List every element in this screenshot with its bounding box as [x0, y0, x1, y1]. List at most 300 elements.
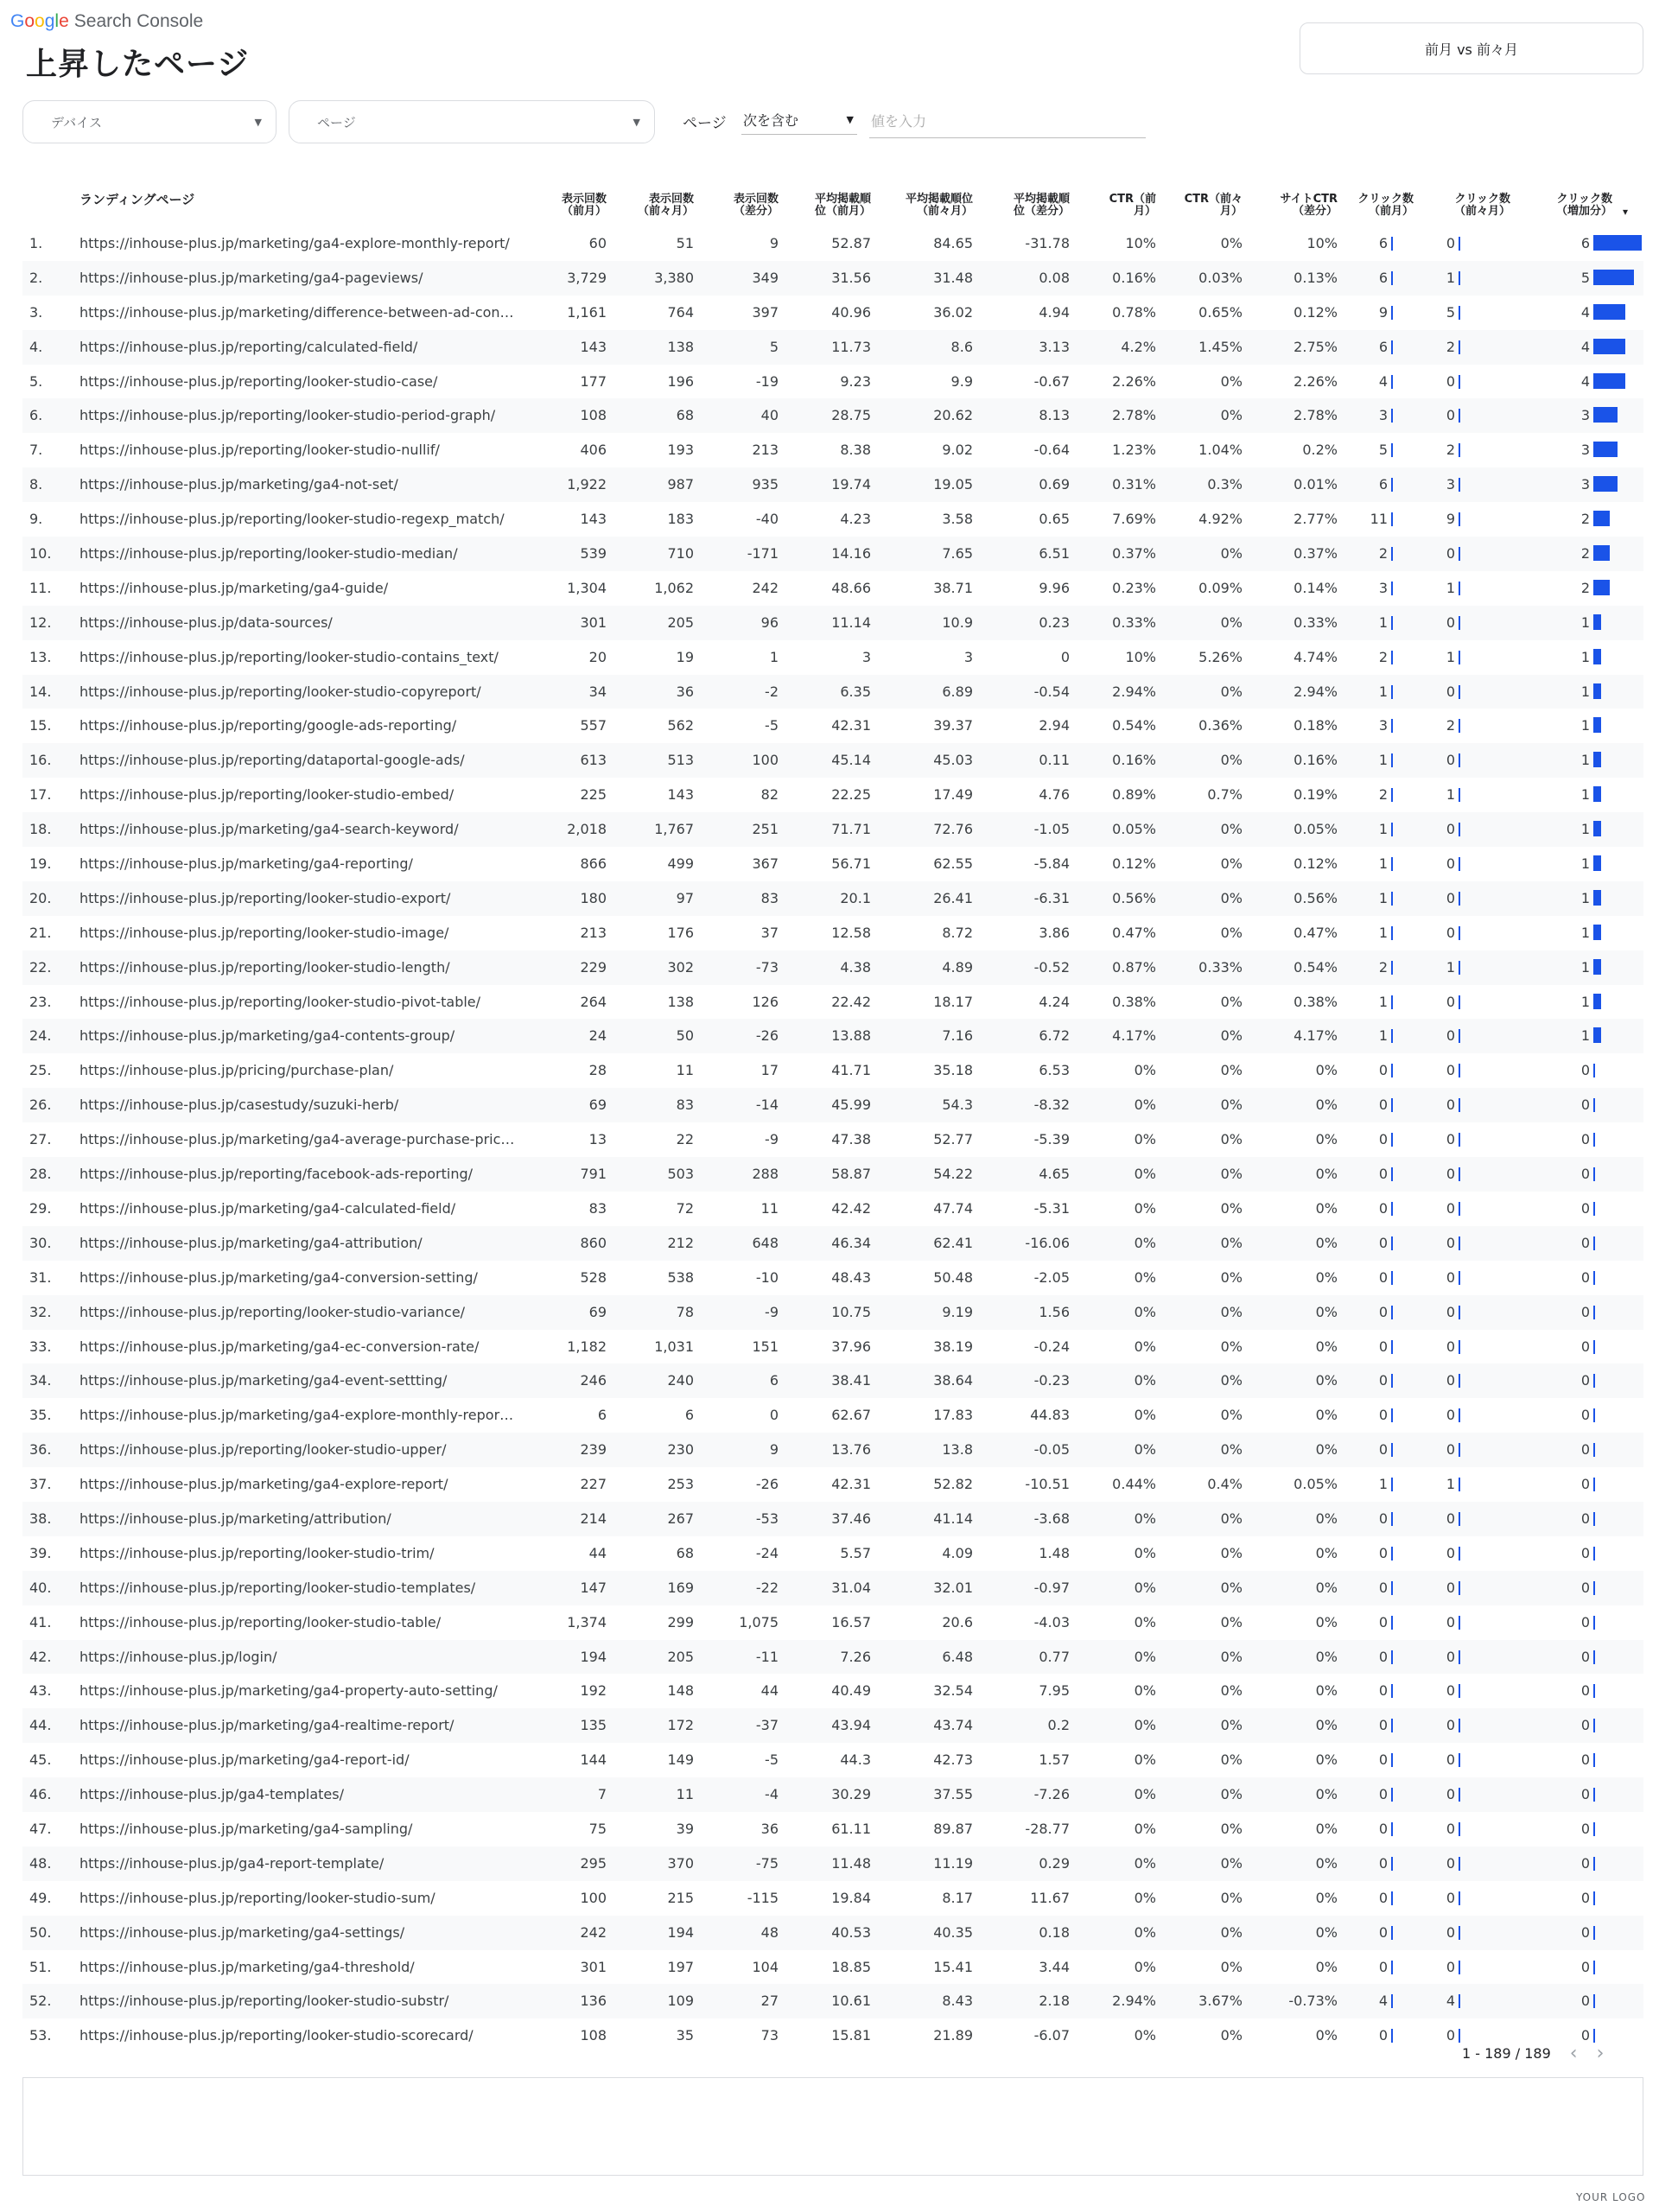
table-cell: 0.38%	[1294, 993, 1338, 1010]
landing-page-url[interactable]: https://inhouse-plus.jp/reporting/looker-studio-nullif/	[79, 442, 440, 459]
table-cell: 2.26%	[1294, 372, 1338, 390]
table-cell: 0.05%	[1294, 821, 1338, 838]
table-cell: 4.09	[942, 1544, 973, 1561]
table-cell: 3.67%	[1198, 1993, 1243, 2010]
header-landing-page[interactable]: ランディングページ	[79, 192, 195, 207]
table-row[interactable]	[22, 1812, 1643, 1847]
header-impressions-prev[interactable]: 表示回数 （前月）	[561, 193, 607, 218]
table-cell: 0.12%	[1112, 855, 1156, 873]
landing-page-url[interactable]: https://inhouse-plus.jp/marketing/difference-between-ad-con…	[79, 303, 514, 321]
table-cell: 764	[667, 303, 694, 321]
row-index: 42.	[29, 1648, 52, 1665]
landing-page-url[interactable]: https://inhouse-plus.jp/marketing/ga4-contents-group/	[79, 1027, 455, 1045]
table-cell: 0.23	[1039, 613, 1070, 631]
table-cell: -6.07	[1033, 2027, 1070, 2044]
table-cell: 0.7%	[1207, 786, 1243, 804]
row-index: 52.	[29, 1993, 52, 2010]
table-row[interactable]	[22, 778, 1643, 812]
table-cell: -10.51	[1025, 1476, 1070, 1493]
header-position-prev2[interactable]: 平均掲載順位 （前々月）	[905, 193, 973, 218]
clicks-increase-bar	[1593, 2029, 1595, 2043]
table-cell: 2,018	[567, 821, 607, 838]
table-cell: 108	[580, 2027, 607, 2044]
device-filter[interactable]	[22, 100, 276, 143]
landing-page-url[interactable]: https://inhouse-plus.jp/reporting/looker-studio-copyreport/	[79, 683, 481, 700]
landing-page-url[interactable]: https://inhouse-plus.jp/ga4-templates/	[79, 1786, 344, 1803]
table-row[interactable]	[22, 709, 1643, 743]
landing-page-url[interactable]: https://inhouse-plus.jp/marketing/ga4-explore-report/	[79, 1476, 448, 1493]
table-cell: 19.84	[831, 1889, 871, 1906]
table-cell: 0	[1446, 1062, 1455, 1079]
table-row[interactable]	[22, 1674, 1643, 1708]
header-site-ctr-diff[interactable]: サイトCTR （差分）	[1280, 193, 1338, 218]
table-cell: 169	[667, 1579, 694, 1596]
table-row[interactable]	[22, 1363, 1643, 1398]
landing-page-url[interactable]: https://inhouse-plus.jp/pricing/purchase-plan/	[79, 1062, 394, 1079]
table-cell: 0%	[1134, 1544, 1156, 1561]
landing-page-url[interactable]: https://inhouse-plus.jp/reporting/looker-studio-table/	[79, 1613, 442, 1630]
table-row[interactable]	[22, 1019, 1643, 1053]
table-cell: 31.56	[831, 269, 871, 286]
landing-page-url[interactable]: https://inhouse-plus.jp/marketing/ga4-explore-monthly-repor…	[79, 1407, 514, 1424]
table-cell: 4.17%	[1112, 1027, 1156, 1045]
table-row[interactable]	[22, 467, 1643, 502]
table-row[interactable]	[22, 502, 1643, 537]
table-cell: 0	[1446, 2027, 1455, 2044]
cell-bar-marker	[1459, 1098, 1460, 1112]
row-index: 6.	[29, 407, 43, 424]
table-row[interactable]	[22, 1708, 1643, 1743]
cell-bar-marker	[1391, 1443, 1393, 1457]
table-cell: 2.26%	[1112, 372, 1156, 390]
table-cell: 0	[1446, 1338, 1455, 1355]
table-row[interactable]	[22, 365, 1643, 399]
landing-page-url[interactable]: https://inhouse-plus.jp/marketing/ga4-report-id/	[79, 1751, 410, 1769]
table-cell: 0.14%	[1294, 579, 1338, 596]
landing-page-url[interactable]: https://inhouse-plus.jp/reporting/looker-studio-embed/	[79, 786, 454, 804]
table-cell: 0%	[1134, 1854, 1156, 1872]
landing-page-url[interactable]: https://inhouse-plus.jp/marketing/ga4-calculated-field/	[79, 1199, 456, 1217]
landing-page-url[interactable]: https://inhouse-plus.jp/reporting/looker-studio-scorecard/	[79, 2027, 474, 2044]
clicks-increase-bar	[1593, 511, 1610, 526]
table-cell: 0%	[1220, 752, 1243, 769]
table-cell: -3.68	[1033, 1510, 1070, 1527]
table-cell: 183	[667, 511, 694, 528]
table-cell: 0%	[1315, 1407, 1338, 1424]
table-row[interactable]	[22, 1330, 1643, 1364]
table-cell: 0	[1580, 1993, 1590, 2010]
table-cell: 301	[580, 613, 607, 631]
table-cell: 194	[580, 1648, 607, 1665]
landing-page-url[interactable]: https://inhouse-plus.jp/reporting/looker-studio-case/	[79, 372, 438, 390]
table-row[interactable]	[22, 1847, 1643, 1881]
row-index: 22.	[29, 958, 52, 976]
table-cell: 52.87	[831, 235, 871, 251]
header-ctr-prev[interactable]: CTR（前 月）	[1109, 193, 1156, 218]
table-row[interactable]	[22, 1984, 1643, 2018]
table-row[interactable]	[22, 330, 1643, 365]
table-cell: 0%	[1220, 1648, 1243, 1665]
cell-bar-marker	[1391, 2029, 1393, 2043]
table-row[interactable]	[22, 812, 1643, 847]
cell-bar-marker	[1391, 961, 1393, 975]
table-cell: 0.18%	[1294, 717, 1338, 734]
table-cell: 0%	[1220, 1096, 1243, 1114]
table-cell: 27	[760, 1993, 779, 2010]
table-cell: 4.38	[840, 958, 871, 976]
table-cell: 54.3	[942, 1096, 973, 1114]
cell-bar-marker	[1459, 1891, 1460, 1905]
table-row[interactable]	[22, 1881, 1643, 1916]
pagination	[1462, 2043, 1604, 2064]
landing-page-url[interactable]: https://inhouse-plus.jp/marketing/ga4-conversion-setting/	[79, 1268, 478, 1286]
row-index: 25.	[29, 1062, 52, 1079]
table-row[interactable]	[22, 537, 1643, 571]
table-cell: 2	[1580, 579, 1590, 596]
table-row[interactable]	[22, 1640, 1643, 1675]
landing-page-url[interactable]: https://inhouse-plus.jp/marketing/ga4-sampling/	[79, 1820, 413, 1837]
table-cell: 172	[667, 1717, 694, 1734]
table-cell: 0.44%	[1112, 1476, 1156, 1493]
table-cell: 13	[588, 1131, 607, 1148]
landing-page-url[interactable]: https://inhouse-plus.jp/reporting/looker-studio-image/	[79, 924, 449, 941]
landing-page-url[interactable]: https://inhouse-plus.jp/marketing/ga4-pageviews/	[79, 269, 423, 286]
table-cell: 0	[1580, 1234, 1590, 1251]
table-row[interactable]	[22, 261, 1643, 296]
landing-page-url[interactable]: https://inhouse-plus.jp/reporting/dataportal-google-ads/	[79, 752, 465, 769]
table-row[interactable]	[22, 606, 1643, 640]
table-row[interactable]	[22, 1743, 1643, 1777]
table-cell: 13.88	[831, 1027, 871, 1045]
table-cell: 10%	[1125, 235, 1156, 251]
table-cell: 96	[760, 613, 779, 631]
table-cell: -0.05	[1033, 1441, 1070, 1459]
header-impressions-diff[interactable]: 表示回数 （差分）	[733, 193, 779, 218]
table-row[interactable]	[22, 2018, 1643, 2044]
landing-page-url[interactable]: https://inhouse-plus.jp/marketing/ga4-reporting/	[79, 855, 413, 873]
page-title: 上昇したページ	[26, 47, 250, 82]
table-cell: 0%	[1315, 1441, 1338, 1459]
table-row[interactable]	[22, 1192, 1643, 1226]
table-cell: 31.48	[933, 269, 973, 286]
period-selector[interactable]	[1300, 22, 1643, 74]
table-cell: 0.47%	[1112, 924, 1156, 941]
table-cell: 0	[1580, 1062, 1590, 1079]
table-cell: -2.05	[1033, 1268, 1070, 1286]
cell-bar-marker	[1391, 237, 1393, 251]
table-row[interactable]	[22, 1536, 1643, 1571]
landing-page-url[interactable]: https://inhouse-plus.jp/marketing/ga4-guide/	[79, 579, 389, 596]
landing-page-url[interactable]: https://inhouse-plus.jp/login/	[79, 1648, 277, 1665]
table-cell: 8.6	[950, 338, 973, 355]
landing-page-url[interactable]: https://inhouse-plus.jp/casestudy/suzuki-herb/	[79, 1096, 399, 1114]
landing-page-url[interactable]: https://inhouse-plus.jp/reporting/calculated-field/	[79, 338, 418, 355]
table-cell: 197	[667, 1958, 694, 1975]
table-cell: 0	[1378, 1751, 1388, 1769]
table-cell: 1.57	[1039, 1751, 1070, 1769]
table-cell: 0%	[1315, 2027, 1338, 2044]
filter-value-input[interactable]	[869, 105, 1146, 138]
table-cell: 0	[1446, 613, 1455, 631]
table-row[interactable]	[22, 1777, 1643, 1812]
landing-page-url[interactable]: https://inhouse-plus.jp/marketing/ga4-event-settting/	[79, 1372, 448, 1389]
header-ctr-prev2[interactable]: CTR（前々 月）	[1184, 193, 1243, 218]
row-index: 32.	[29, 1303, 52, 1320]
table-cell: 0%	[1134, 1717, 1156, 1734]
table-cell: 0.3%	[1207, 476, 1243, 493]
table-cell: 1	[1580, 924, 1590, 941]
table-row[interactable]	[22, 1467, 1643, 1502]
table-cell: 39.37	[933, 717, 973, 734]
table-cell: 15.41	[933, 1958, 973, 1975]
landing-page-url[interactable]: https://inhouse-plus.jp/marketing/ga4-attribution/	[79, 1234, 423, 1251]
table-cell: 0	[1580, 1648, 1590, 1665]
table-cell: 7.95	[1039, 1682, 1070, 1700]
table-cell: 38.71	[933, 579, 973, 596]
row-index: 30.	[29, 1234, 52, 1251]
table-cell: 0%	[1134, 1338, 1156, 1355]
table-cell: 10%	[1125, 648, 1156, 665]
table-body	[22, 226, 1643, 2044]
table-row[interactable]	[22, 743, 1643, 778]
match-operator-select[interactable]	[741, 105, 857, 135]
table-cell: 2	[1378, 958, 1388, 976]
cell-bar-marker	[1391, 1098, 1393, 1112]
table-cell: -5.39	[1033, 1131, 1070, 1148]
table-row[interactable]	[22, 1261, 1643, 1295]
table-cell: 48	[760, 1923, 779, 1941]
table-row[interactable]	[22, 1502, 1643, 1536]
table-cell: 0%	[1315, 1372, 1338, 1389]
landing-page-url[interactable]: https://inhouse-plus.jp/marketing/ga4-threshold/	[79, 1958, 415, 1975]
table-cell: 242	[752, 579, 779, 596]
page-filter[interactable]	[289, 100, 655, 143]
table-row[interactable]	[22, 571, 1643, 606]
cell-bar-marker	[1391, 857, 1393, 871]
table-row[interactable]	[22, 1950, 1643, 1985]
landing-page-url[interactable]: https://inhouse-plus.jp/reporting/looker-studio-regexp_match/	[79, 511, 505, 528]
cell-bar-marker	[1391, 1167, 1393, 1181]
landing-page-url[interactable]: https://inhouse-plus.jp/reporting/looker-studio-export/	[79, 889, 451, 906]
table-row[interactable]	[22, 1916, 1643, 1950]
table-cell: 0	[1446, 1717, 1455, 1734]
cell-bar-marker	[1391, 547, 1393, 561]
landing-page-url[interactable]: https://inhouse-plus.jp/reporting/looker-studio-trim/	[79, 1544, 435, 1561]
table-cell: 35.18	[933, 1062, 973, 1079]
cell-bar-marker	[1391, 1753, 1393, 1767]
table-cell: 0%	[1220, 545, 1243, 563]
table-cell: 0.37%	[1294, 545, 1338, 563]
table-cell: 13.8	[942, 1441, 973, 1459]
table-row[interactable]	[22, 1605, 1643, 1640]
table-cell: 4	[1580, 338, 1590, 355]
table-cell: 0	[1446, 1372, 1455, 1389]
table-row[interactable]	[22, 1226, 1643, 1261]
table-cell: 2	[1446, 338, 1455, 355]
table-row[interactable]	[22, 296, 1643, 330]
landing-page-url[interactable]: https://inhouse-plus.jp/marketing/ga4-settings/	[79, 1923, 405, 1941]
clicks-increase-bar	[1593, 1891, 1595, 1905]
landing-page-url[interactable]: https://inhouse-plus.jp/marketing/ga4-explore-monthly-report/	[79, 235, 510, 251]
clicks-increase-bar	[1593, 545, 1610, 561]
landing-page-url[interactable]: https://inhouse-plus.jp/reporting/google-ads-reporting/	[79, 717, 457, 734]
cell-bar-marker	[1459, 340, 1460, 354]
table-row[interactable]	[22, 950, 1643, 985]
table-cell: 1	[1580, 786, 1590, 804]
table-cell: 10.61	[831, 1993, 871, 2010]
table-row[interactable]	[22, 433, 1643, 467]
table-cell: 4	[1378, 372, 1388, 390]
table-cell: 0%	[1220, 1303, 1243, 1320]
table-cell: 62.41	[933, 1234, 973, 1251]
table-cell: 0	[1446, 752, 1455, 769]
header-position-prev[interactable]: 平均掲載順 位（前月）	[814, 193, 871, 218]
table-row[interactable]	[22, 1053, 1643, 1088]
row-index: 11.	[29, 579, 52, 596]
landing-page-url[interactable]: https://inhouse-plus.jp/marketing/attribution/	[79, 1510, 391, 1527]
header-impressions-prev2[interactable]: 表示回数 （前々月）	[637, 193, 694, 218]
table-cell: 3.58	[942, 511, 973, 528]
table-cell: 34	[588, 683, 607, 700]
row-index: 3.	[29, 303, 43, 321]
landing-page-url[interactable]: https://inhouse-plus.jp/marketing/ga4-realtime-report/	[79, 1717, 454, 1734]
landing-page-url[interactable]: https://inhouse-plus.jp/marketing/ga4-ec-conversion-rate/	[79, 1338, 480, 1355]
header-clicks-prev2[interactable]: クリック数 （前々月）	[1453, 193, 1510, 218]
table-cell: 20.6	[942, 1613, 973, 1630]
table-cell: 0%	[1134, 1441, 1156, 1459]
landing-page-url[interactable]: https://inhouse-plus.jp/reporting/looker-studio-sum/	[79, 1889, 435, 1906]
landing-page-url[interactable]: https://inhouse-plus.jp/reporting/looker-studio-median/	[79, 545, 458, 563]
landing-page-url[interactable]: https://inhouse-plus.jp/reporting/looker-studio-substr/	[79, 1993, 449, 2010]
landing-page-url[interactable]: https://inhouse-plus.jp/reporting/looker-studio-period-graph/	[79, 407, 496, 424]
table-cell: 11.48	[831, 1854, 871, 1872]
table-row[interactable]	[22, 916, 1643, 950]
chevron-right-icon[interactable]: ›	[1596, 2043, 1605, 2064]
table-cell: 1	[1378, 1027, 1388, 1045]
table-row[interactable]	[22, 1088, 1643, 1122]
landing-page-url[interactable]: https://inhouse-plus.jp/reporting/looker-studio-contains_text/	[79, 648, 499, 665]
table-cell: 0	[1378, 1441, 1388, 1459]
landing-page-url[interactable]: https://inhouse-plus.jp/marketing/ga4-property-auto-setting/	[79, 1682, 498, 1700]
table-cell: 0	[1580, 1820, 1590, 1837]
table-cell: 0%	[1220, 372, 1243, 390]
table-row[interactable]	[22, 1157, 1643, 1192]
table-cell: 6	[1378, 269, 1388, 286]
table-cell: 4.2%	[1121, 338, 1156, 355]
table-cell: 251	[752, 821, 779, 838]
table-row[interactable]	[22, 1571, 1643, 1605]
table-row[interactable]	[22, 226, 1643, 261]
table-cell: 6.48	[942, 1648, 973, 1665]
cell-bar-marker	[1391, 892, 1393, 906]
clicks-increase-bar	[1593, 1027, 1601, 1043]
landing-page-url[interactable]: https://inhouse-plus.jp/ga4-report-template/	[79, 1854, 385, 1872]
table-cell: 0%	[1134, 1958, 1156, 1975]
landing-page-url[interactable]: https://inhouse-plus.jp/reporting/looker-studio-templates/	[79, 1579, 476, 1596]
table-cell: 0%	[1220, 407, 1243, 424]
table-cell: 11	[1370, 511, 1388, 528]
table-cell: 44.3	[840, 1751, 871, 1769]
table-cell: 147	[580, 1579, 607, 1596]
table-cell: 0%	[1220, 2027, 1243, 2044]
cell-bar-marker	[1391, 1029, 1393, 1043]
table-row[interactable]	[22, 881, 1643, 916]
table-cell: 0%	[1220, 1131, 1243, 1148]
table-row[interactable]	[22, 1433, 1643, 1467]
device-filter-label: デバイス	[51, 114, 102, 130]
clicks-increase-bar	[1593, 786, 1601, 802]
table-cell: 246	[580, 1372, 607, 1389]
cell-bar-marker	[1391, 409, 1393, 423]
table-cell: 5.57	[840, 1544, 871, 1561]
row-index: 24.	[29, 1027, 52, 1045]
table-cell: 11	[760, 1199, 779, 1217]
landing-page-url[interactable]: https://inhouse-plus.jp/reporting/looker-studio-length/	[79, 958, 450, 976]
table-cell: 0%	[1134, 1648, 1156, 1665]
table-cell: 0	[1580, 2027, 1590, 2044]
table-cell: 177	[580, 372, 607, 390]
table-cell: 2.18	[1039, 1993, 1070, 2010]
clicks-increase-bar	[1593, 1478, 1595, 1491]
table-cell: 42.31	[831, 717, 871, 734]
table-cell: 4	[1378, 1993, 1388, 2010]
table-cell: 0	[1446, 993, 1455, 1010]
chevron-left-icon[interactable]: ‹	[1569, 2043, 1578, 2064]
table-cell: 135	[580, 1717, 607, 1734]
table-row[interactable]	[22, 675, 1643, 709]
table-row[interactable]	[22, 847, 1643, 881]
landing-page-url[interactable]: https://inhouse-plus.jp/marketing/ga4-not-set/	[79, 476, 398, 493]
table-cell: 0%	[1134, 1166, 1156, 1183]
table-cell: -9	[765, 1131, 779, 1148]
row-index: 43.	[29, 1682, 52, 1700]
cell-bar-marker	[1459, 961, 1460, 975]
landing-page-url[interactable]: https://inhouse-plus.jp/data-sources/	[79, 613, 333, 631]
header-clicks-increase[interactable]: クリック数 （増加分）	[1555, 193, 1612, 218]
clicks-increase-bar	[1593, 1236, 1595, 1250]
table-cell: 935	[752, 476, 779, 493]
table-cell: 0	[1580, 1544, 1590, 1561]
table-cell: 0%	[1134, 1062, 1156, 1079]
table-cell: 0%	[1134, 1303, 1156, 1320]
table-cell: -9	[765, 1303, 779, 1320]
table-row[interactable]	[22, 985, 1643, 1020]
landing-page-url[interactable]: https://inhouse-plus.jp/reporting/looker-studio-pivot-table/	[79, 993, 481, 1010]
table-row[interactable]	[22, 398, 1643, 433]
table-row[interactable]	[22, 1295, 1643, 1330]
header-clicks-prev[interactable]: クリック数 （前月）	[1357, 193, 1414, 218]
landing-page-url[interactable]: https://inhouse-plus.jp/reporting/looker-studio-upper/	[79, 1441, 447, 1459]
table-cell: -0.97	[1033, 1579, 1070, 1596]
landing-page-url[interactable]: https://inhouse-plus.jp/marketing/ga4-search-keyword/	[79, 821, 459, 838]
landing-page-url[interactable]: https://inhouse-plus.jp/reporting/looker-studio-variance/	[79, 1303, 466, 1320]
table-cell: 2.94%	[1112, 1993, 1156, 2010]
table-cell: 32.01	[933, 1579, 973, 1596]
table-cell: 230	[667, 1441, 694, 1459]
table-row[interactable]	[22, 640, 1643, 675]
landing-page-url[interactable]: https://inhouse-plus.jp/marketing/ga4-average-purchase-pric…	[79, 1131, 515, 1148]
table-cell: 11.73	[831, 338, 871, 355]
table-cell: 9	[769, 235, 779, 251]
table-cell: 213	[752, 442, 779, 459]
header-position-diff[interactable]: 平均掲載順 位（差分）	[1013, 193, 1070, 218]
sort-desc-icon[interactable]: ▾	[1623, 206, 1629, 218]
row-index: 1.	[29, 235, 43, 251]
table-cell: 41.71	[831, 1062, 871, 1079]
table-row[interactable]	[22, 1122, 1643, 1157]
landing-page-url[interactable]: https://inhouse-plus.jp/reporting/facebook-ads-reporting/	[79, 1166, 474, 1183]
table-row[interactable]	[22, 1398, 1643, 1433]
